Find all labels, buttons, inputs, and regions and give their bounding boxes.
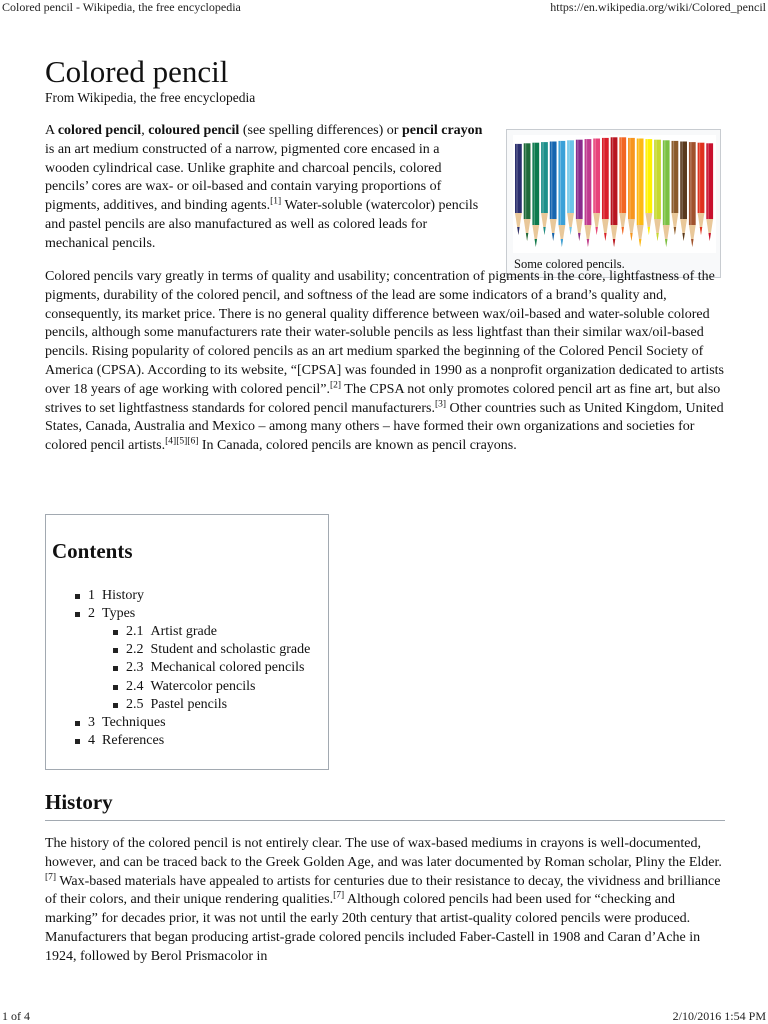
pencil bbox=[619, 137, 626, 235]
toc-item[interactable] bbox=[88, 605, 135, 623]
toc-item[interactable] bbox=[126, 678, 256, 696]
term-coloured-pencil: coloured pencil bbox=[148, 123, 240, 138]
colored-pencils-image[interactable] bbox=[513, 135, 716, 253]
spelling-differences-link[interactable]: (see spelling differences) or bbox=[239, 123, 402, 138]
term-colored-pencil: colored pencil bbox=[57, 123, 142, 138]
bullet-icon bbox=[75, 612, 80, 617]
toc-number: 2.5 bbox=[126, 696, 144, 712]
pencil bbox=[637, 139, 644, 248]
pencil bbox=[628, 138, 635, 241]
figure-thumbnail bbox=[506, 129, 721, 278]
citation-link[interactable]: [1] bbox=[270, 196, 282, 207]
pencil bbox=[706, 143, 713, 241]
toc-label: Techniques bbox=[102, 714, 166, 730]
toc-item[interactable] bbox=[126, 623, 217, 641]
pencil bbox=[698, 143, 705, 235]
quality-paragraph: Colored pencils vary greatly in terms of quality and usability; concentration of pigments in the core, lightfastness of the pigments, durability of the colored pencil, and softness of the lead are some indicators of a brand’s quality and, consequently, its market price. There is no general quality difference between wax/oil-based and water-soluble colored pencils, although some manufacturers rate their water-soluble pencils as less lightfast than their similar wax/oil-based pencils. Rising popularity of colored pencils as an art medium sparked the beginning of the Colored Pencil Society of America (CPSA). According to its website, “[CPSA] was founded in 1990 as a nonprofit organization dedicated to artists over 18 years of age working with colored pencil”.[2] The CPSA not only promotes colored pencil art as fine art, but also strives to set lightfastness standards for colored pencil manufacturers.[3] Other countries such as United Kingdom, United States, Canada, Australia and Mexico – among many others – have formed their own organizations and societies for colored pencil artists.[4][5][6] In Canada, colored pencils are known as pencil crayons. bbox=[45, 269, 724, 454]
pencil bbox=[645, 139, 652, 235]
page-subtitle: From Wikipedia, the free encyclopedia bbox=[45, 90, 256, 105]
toc-label: Student and scholastic grade bbox=[150, 642, 311, 658]
print-header-url[interactable]: https://en.wikipedia.org/wiki/Colored_pencil bbox=[550, 0, 766, 14]
toc-number: 2 bbox=[88, 606, 95, 622]
term-pencil-crayon: pencil crayon bbox=[401, 123, 483, 138]
bullet-icon bbox=[75, 739, 80, 744]
toc-label: Mechanical colored pencils bbox=[150, 660, 305, 676]
toc-number: 4 bbox=[88, 732, 95, 748]
toc-label: Artist grade bbox=[150, 624, 217, 640]
figure-caption: Some colored pencils. bbox=[514, 257, 625, 271]
pencil bbox=[689, 142, 696, 247]
citation-link[interactable]: [7] bbox=[333, 890, 345, 901]
citation-link[interactable]: [2] bbox=[329, 380, 342, 391]
toc-item[interactable] bbox=[126, 641, 310, 659]
citation-link[interactable]: [3] bbox=[434, 398, 447, 409]
pencil bbox=[654, 140, 661, 241]
toc-number: 2.1 bbox=[126, 624, 144, 640]
pencil bbox=[550, 142, 557, 242]
pencil bbox=[515, 144, 522, 235]
pencil bbox=[672, 141, 679, 235]
heading-divider bbox=[45, 820, 725, 821]
bullet-icon bbox=[75, 721, 80, 726]
citation-link[interactable]: [7] bbox=[45, 871, 57, 882]
toc-item[interactable] bbox=[88, 587, 144, 605]
toc-item[interactable] bbox=[126, 696, 227, 714]
pencil bbox=[567, 140, 574, 235]
toc-title: Contents bbox=[52, 539, 133, 563]
section-heading-history: History bbox=[45, 790, 113, 814]
print-footer-datetime: 2/10/2016 1:54 PM bbox=[672, 1009, 766, 1023]
toc-item[interactable] bbox=[88, 714, 166, 732]
pencil bbox=[611, 137, 618, 247]
pencil bbox=[532, 143, 539, 247]
pencil bbox=[663, 140, 670, 247]
toc-label: Watercolor pencils bbox=[150, 678, 256, 694]
intro-paragraph: A colored pencil, coloured pencil (see spelling differences) or pencil crayon is an art medium constructed of a narrow, pigmented core encased in a wooden cylindrical case. Unlike graphite and charcoal pencils, colored pencils’ cores are wax- or oil-based and contain varying proportions of pigments, additives, and binding agents.[1] Water-soluble (watercolor) pencils and pastel pencils are also manufactured as well as colored leads for mechanical pencils. bbox=[45, 123, 483, 251]
bullet-icon bbox=[113, 666, 118, 671]
toc-label: History bbox=[102, 588, 144, 603]
bullet-icon bbox=[113, 703, 118, 708]
toc-label: Pastel pencils bbox=[150, 696, 228, 712]
bullet-icon bbox=[113, 630, 118, 635]
pencil bbox=[602, 138, 609, 241]
history-paragraph: The history of the colored pencil is not entirely clear. The use of wax-based mediums in crayons is well-documented, however, and can be traced back to the Greek Golden Age, and was later documented by Roman scholar, Pliny the Elder.[7] Wax-based materials have appealed to artists for centuries due to their resistance to decay, the vividness and brilliance of their colors, and their unique rendering qualities.[7] Although colored pencils had been used for “checking and marking” for decades prior, it was not until the early 20th century that artist-quality colored pencils were produced. Manufacturers that began producing artist-grade colored pencils included Faber-Castell in 1908 and Caran d’Ache in 1924, followed by Berol Prismacolor in bbox=[45, 836, 722, 964]
toc-number: 2.3 bbox=[126, 660, 144, 676]
toc-number: 1 bbox=[88, 588, 95, 603]
toc-number: 2.2 bbox=[126, 642, 144, 658]
pencil bbox=[680, 142, 687, 242]
toc-number: 3 bbox=[88, 714, 95, 730]
pencil bbox=[524, 143, 531, 241]
pencils-illustration bbox=[513, 135, 716, 253]
print-footer-page: 1 of 4 bbox=[2, 1009, 30, 1023]
pencil bbox=[585, 139, 592, 247]
toc-number: 2.4 bbox=[126, 678, 144, 694]
pencil bbox=[558, 141, 565, 247]
pencil bbox=[593, 139, 600, 236]
toc-label: Types bbox=[102, 606, 136, 622]
table-of-contents bbox=[45, 514, 329, 770]
print-header-title: Colored pencil - Wikipedia, the free encyclopedia bbox=[2, 0, 241, 14]
bullet-icon bbox=[75, 594, 80, 599]
toc-label: References bbox=[102, 732, 165, 748]
toc-item[interactable] bbox=[88, 732, 164, 750]
pencil bbox=[541, 142, 548, 235]
bullet-icon bbox=[113, 648, 118, 653]
citation-link[interactable]: [4][5][6] bbox=[165, 436, 199, 447]
bullet-icon bbox=[113, 685, 118, 690]
toc-item[interactable] bbox=[126, 659, 304, 677]
page-title: Colored pencil bbox=[45, 54, 229, 89]
pencil bbox=[576, 140, 583, 241]
